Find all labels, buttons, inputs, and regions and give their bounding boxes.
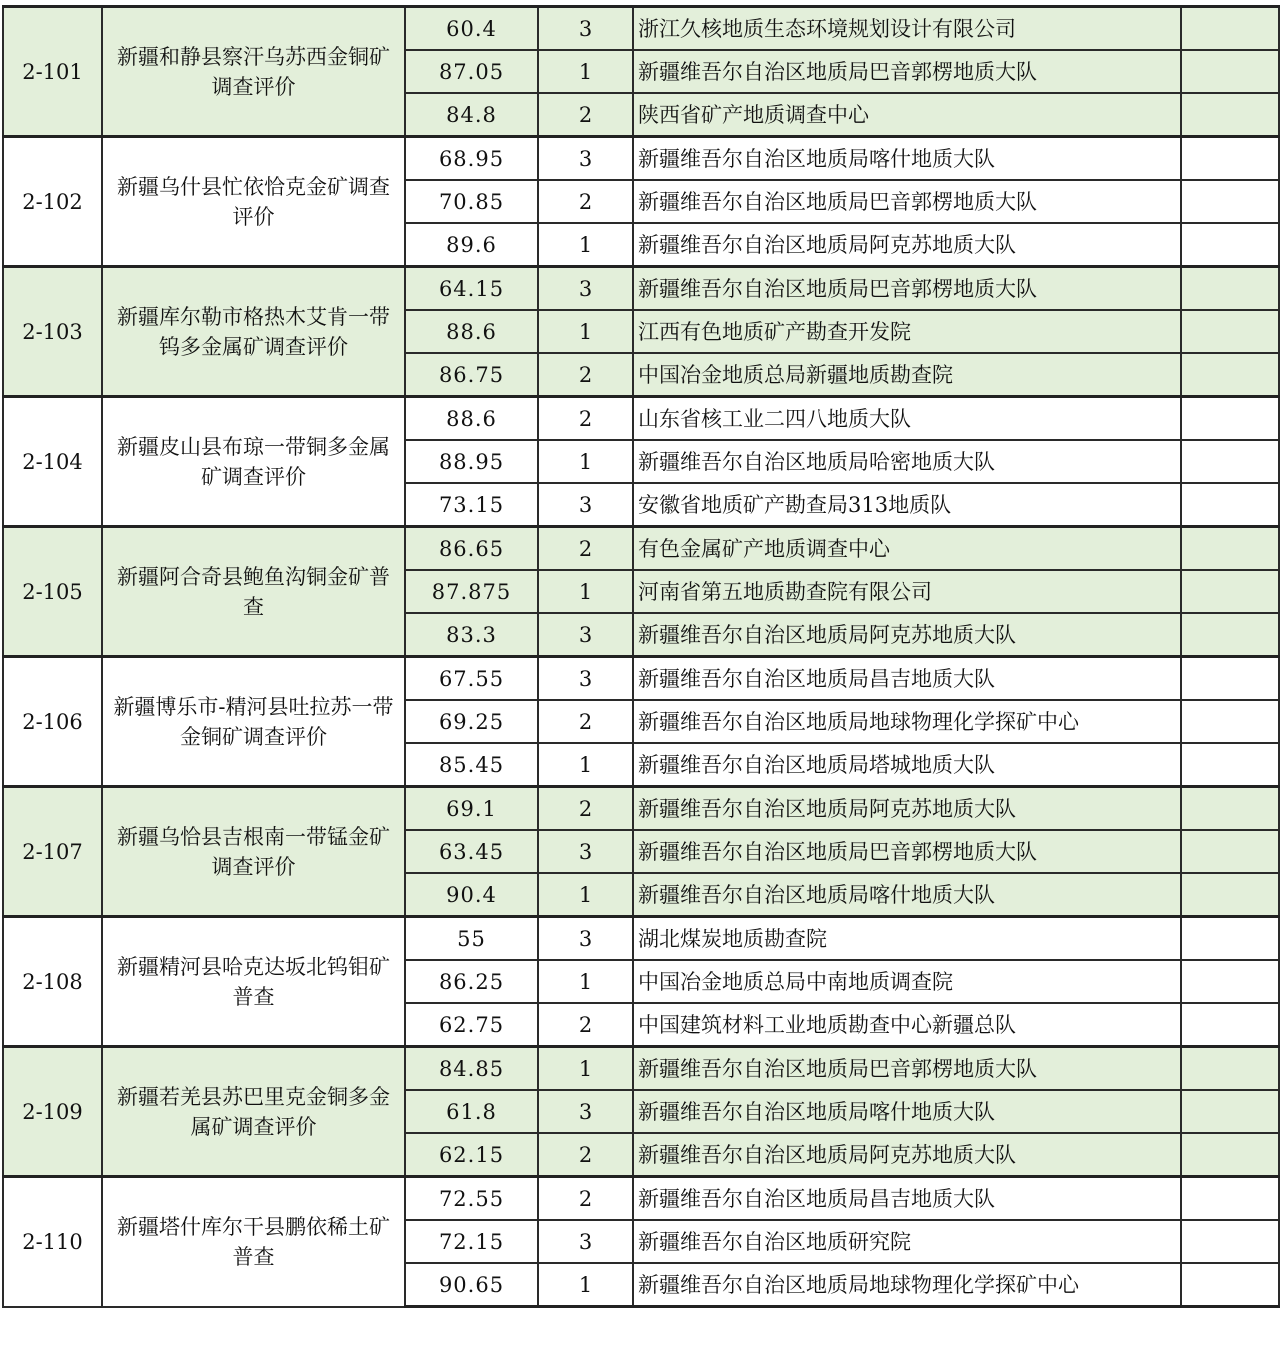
- empty-cell: [1181, 613, 1279, 657]
- table-row: [3, 917, 1279, 961]
- score-cell: 72.15: [405, 1220, 538, 1263]
- empty-cell: [1181, 397, 1279, 441]
- bidder-name-cell: 浙江久核地质生态环境规划设计有限公司: [633, 7, 1181, 51]
- bidder-name-cell: 江西有色地质矿产勘查开发院: [633, 310, 1181, 353]
- project-code-cell: 2-110: [3, 1177, 102, 1307]
- bidder-name-cell: 新疆维吾尔自治区地质局哈密地质大队: [633, 440, 1181, 483]
- score-cell: 88.6: [405, 397, 538, 441]
- table-row: [3, 397, 1279, 441]
- empty-cell: [1181, 873, 1279, 917]
- project-name-cell: 新疆博乐市-精河县吐拉苏一带金铜矿调查评价: [102, 657, 405, 787]
- project-code-cell: 2-101: [3, 7, 102, 137]
- project-code-cell: 2-104: [3, 397, 102, 527]
- empty-cell: [1181, 1047, 1279, 1091]
- project-name-cell: 新疆若羌县苏巴里克金铜多金属矿调查评价: [102, 1047, 405, 1177]
- rank-cell: 3: [538, 267, 633, 311]
- bidder-name-cell: 新疆维吾尔自治区地质局塔城地质大队: [633, 743, 1181, 787]
- empty-cell: [1181, 50, 1279, 93]
- bidder-name-cell: 新疆维吾尔自治区地质局昌吉地质大队: [633, 657, 1181, 701]
- rank-cell: 2: [538, 397, 633, 441]
- project-name-cell: 新疆乌恰县吉根南一带锰金矿调查评价: [102, 787, 405, 917]
- bidder-name-cell: 新疆维吾尔自治区地质局喀什地质大队: [633, 873, 1181, 917]
- bidder-name-cell: 安徽省地质矿产勘查局313地质队: [633, 483, 1181, 527]
- project-code-cell: 2-108: [3, 917, 102, 1047]
- empty-cell: [1181, 483, 1279, 527]
- rank-cell: 2: [538, 527, 633, 571]
- rank-cell: 1: [538, 570, 633, 613]
- table-row: [3, 657, 1279, 701]
- rank-cell: 3: [538, 7, 633, 51]
- bidder-name-cell: 新疆维吾尔自治区地质局巴音郭楞地质大队: [633, 267, 1181, 311]
- score-cell: 88.6: [405, 310, 538, 353]
- rank-cell: 1: [538, 50, 633, 93]
- score-cell: 90.4: [405, 873, 538, 917]
- rank-cell: 3: [538, 1090, 633, 1133]
- score-cell: 62.15: [405, 1133, 538, 1177]
- project-name-cell: 新疆塔什库尔干县鹏依稀土矿普查: [102, 1177, 405, 1307]
- bidder-name-cell: 新疆维吾尔自治区地质局喀什地质大队: [633, 1090, 1181, 1133]
- rank-cell: 3: [538, 1220, 633, 1263]
- rank-cell: 2: [538, 787, 633, 831]
- empty-cell: [1181, 1263, 1279, 1307]
- rank-cell: 3: [538, 483, 633, 527]
- rank-cell: 2: [538, 93, 633, 137]
- bidder-name-cell: 新疆维吾尔自治区地质局阿克苏地质大队: [633, 223, 1181, 267]
- rank-cell: 1: [538, 440, 633, 483]
- score-cell: 72.55: [405, 1177, 538, 1221]
- rank-cell: 1: [538, 873, 633, 917]
- bidder-name-cell: 中国冶金地质总局新疆地质勘查院: [633, 353, 1181, 397]
- bidder-name-cell: 新疆维吾尔自治区地质局昌吉地质大队: [633, 1177, 1181, 1221]
- project-code-cell: 2-106: [3, 657, 102, 787]
- score-cell: 69.25: [405, 700, 538, 743]
- table-body: [3, 7, 1279, 1307]
- empty-cell: [1181, 787, 1279, 831]
- bidder-name-cell: 新疆维吾尔自治区地质局阿克苏地质大队: [633, 613, 1181, 657]
- bidder-name-cell: 新疆维吾尔自治区地质局阿克苏地质大队: [633, 1133, 1181, 1177]
- empty-cell: [1181, 1220, 1279, 1263]
- bidder-name-cell: 有色金属矿产地质调查中心: [633, 527, 1181, 571]
- empty-cell: [1181, 1177, 1279, 1221]
- score-cell: 67.55: [405, 657, 538, 701]
- empty-cell: [1181, 527, 1279, 571]
- empty-cell: [1181, 960, 1279, 1003]
- empty-cell: [1181, 570, 1279, 613]
- rank-cell: 1: [538, 960, 633, 1003]
- score-cell: 70.85: [405, 180, 538, 223]
- empty-cell: [1181, 223, 1279, 267]
- table-row: [3, 787, 1279, 831]
- table-row: [3, 267, 1279, 311]
- bidder-name-cell: 新疆维吾尔自治区地质局喀什地质大队: [633, 137, 1181, 181]
- empty-cell: [1181, 700, 1279, 743]
- empty-cell: [1181, 657, 1279, 701]
- rank-cell: 3: [538, 613, 633, 657]
- empty-cell: [1181, 440, 1279, 483]
- bidder-name-cell: 新疆维吾尔自治区地质研究院: [633, 1220, 1181, 1263]
- table-row: [3, 1177, 1279, 1221]
- bidder-name-cell: 湖北煤炭地质勘查院: [633, 917, 1181, 961]
- score-cell: 73.15: [405, 483, 538, 527]
- score-cell: 87.05: [405, 50, 538, 93]
- score-cell: 68.95: [405, 137, 538, 181]
- score-cell: 69.1: [405, 787, 538, 831]
- empty-cell: [1181, 137, 1279, 181]
- bidder-name-cell: 河南省第五地质勘查院有限公司: [633, 570, 1181, 613]
- project-name-cell: 新疆库尔勒市格热木艾肯一带钨多金属矿调查评价: [102, 267, 405, 397]
- project-code-cell: 2-109: [3, 1047, 102, 1177]
- bidder-name-cell: 陕西省矿产地质调查中心: [633, 93, 1181, 137]
- empty-cell: [1181, 93, 1279, 137]
- score-cell: 88.95: [405, 440, 538, 483]
- project-name-cell: 新疆精河县哈克达坂北钨钼矿普查: [102, 917, 405, 1047]
- rank-cell: 3: [538, 137, 633, 181]
- project-name-cell: 新疆乌什县忙依恰克金矿调查评价: [102, 137, 405, 267]
- empty-cell: [1181, 1133, 1279, 1177]
- score-cell: 89.6: [405, 223, 538, 267]
- rank-cell: 1: [538, 1263, 633, 1307]
- project-name-cell: 新疆和静县察汗乌苏西金铜矿调查评价: [102, 7, 405, 137]
- bid-results-table: [2, 5, 1280, 1308]
- score-cell: 84.8: [405, 93, 538, 137]
- score-cell: 61.8: [405, 1090, 538, 1133]
- rank-cell: 3: [538, 830, 633, 873]
- rank-cell: 2: [538, 700, 633, 743]
- bidder-name-cell: 新疆维吾尔自治区地质局巴音郭楞地质大队: [633, 50, 1181, 93]
- score-cell: 86.75: [405, 353, 538, 397]
- empty-cell: [1181, 267, 1279, 311]
- score-cell: 86.25: [405, 960, 538, 1003]
- bidder-name-cell: 新疆维吾尔自治区地质局地球物理化学探矿中心: [633, 1263, 1181, 1307]
- score-cell: 85.45: [405, 743, 538, 787]
- bidder-name-cell: 新疆维吾尔自治区地质局阿克苏地质大队: [633, 787, 1181, 831]
- rank-cell: 2: [538, 1003, 633, 1047]
- rank-cell: 3: [538, 657, 633, 701]
- score-cell: 83.3: [405, 613, 538, 657]
- project-code-cell: 2-103: [3, 267, 102, 397]
- rank-cell: 1: [538, 743, 633, 787]
- rank-cell: 1: [538, 223, 633, 267]
- bidder-name-cell: 新疆维吾尔自治区地质局巴音郭楞地质大队: [633, 180, 1181, 223]
- bidder-name-cell: 新疆维吾尔自治区地质局巴音郭楞地质大队: [633, 1047, 1181, 1091]
- bidder-name-cell: 新疆维吾尔自治区地质局地球物理化学探矿中心: [633, 700, 1181, 743]
- project-code-cell: 2-105: [3, 527, 102, 657]
- empty-cell: [1181, 180, 1279, 223]
- empty-cell: [1181, 830, 1279, 873]
- project-name-cell: 新疆皮山县布琼一带铜多金属矿调查评价: [102, 397, 405, 527]
- table-row: [3, 1047, 1279, 1091]
- rank-cell: 1: [538, 310, 633, 353]
- empty-cell: [1181, 743, 1279, 787]
- empty-cell: [1181, 1090, 1279, 1133]
- project-code-cell: 2-107: [3, 787, 102, 917]
- bidder-name-cell: 新疆维吾尔自治区地质局巴音郭楞地质大队: [633, 830, 1181, 873]
- score-cell: 62.75: [405, 1003, 538, 1047]
- rank-cell: 2: [538, 1133, 633, 1177]
- score-cell: 90.65: [405, 1263, 538, 1307]
- empty-cell: [1181, 353, 1279, 397]
- rank-cell: 1: [538, 1047, 633, 1091]
- empty-cell: [1181, 917, 1279, 961]
- empty-cell: [1181, 310, 1279, 353]
- table-row: [3, 7, 1279, 51]
- empty-cell: [1181, 1003, 1279, 1047]
- rank-cell: 2: [538, 353, 633, 397]
- score-cell: 84.85: [405, 1047, 538, 1091]
- rank-cell: 2: [538, 180, 633, 223]
- bidder-name-cell: 中国建筑材料工业地质勘查中心新疆总队: [633, 1003, 1181, 1047]
- empty-cell: [1181, 7, 1279, 51]
- score-cell: 64.15: [405, 267, 538, 311]
- score-cell: 55: [405, 917, 538, 961]
- table-row: [3, 137, 1279, 181]
- score-cell: 60.4: [405, 7, 538, 51]
- bidder-name-cell: 中国冶金地质总局中南地质调查院: [633, 960, 1181, 1003]
- score-cell: 86.65: [405, 527, 538, 571]
- rank-cell: 2: [538, 1177, 633, 1221]
- score-cell: 87.875: [405, 570, 538, 613]
- table-row: [3, 527, 1279, 571]
- score-cell: 63.45: [405, 830, 538, 873]
- project-name-cell: 新疆阿合奇县鲍鱼沟铜金矿普查: [102, 527, 405, 657]
- bidder-name-cell: 山东省核工业二四八地质大队: [633, 397, 1181, 441]
- rank-cell: 3: [538, 917, 633, 961]
- project-code-cell: 2-102: [3, 137, 102, 267]
